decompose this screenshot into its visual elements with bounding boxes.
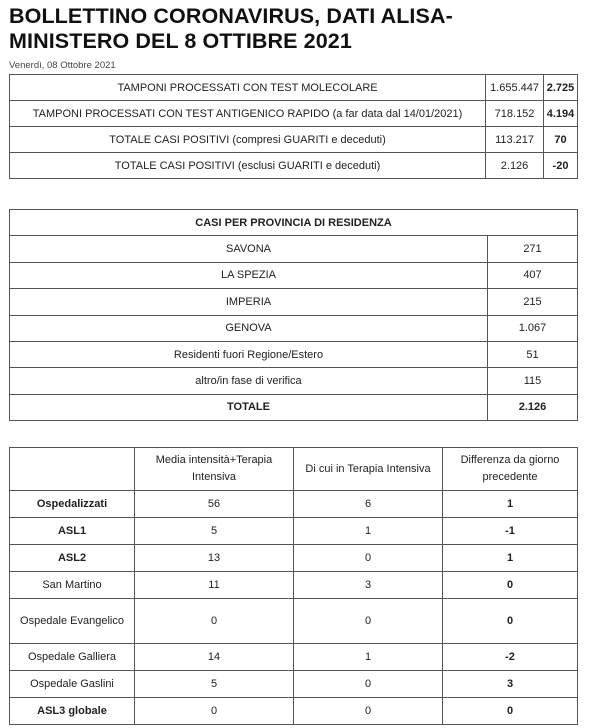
hospital-media: 0 xyxy=(135,599,294,644)
province-name: altro/in fase di verifica xyxy=(10,368,488,394)
table-row xyxy=(10,315,578,341)
hospital-diff: 3 xyxy=(443,671,578,698)
hospital-ti: 0 xyxy=(294,671,443,698)
hospital-name: Ospedale Gaslini xyxy=(10,671,135,698)
table-row xyxy=(10,101,578,127)
column-header-ti: Di cui in Terapia Intensiva xyxy=(294,448,443,491)
table-row xyxy=(10,698,578,725)
hospital-media: 14 xyxy=(135,644,294,671)
hospital-ti: 1 xyxy=(294,518,443,545)
province-value: 115 xyxy=(488,368,578,394)
table-row xyxy=(10,671,578,698)
summary-value: 113.217 xyxy=(486,127,544,153)
province-name: LA SPEZIA xyxy=(10,262,488,288)
province-value: 271 xyxy=(488,236,578,262)
table-row xyxy=(10,289,578,315)
table-row xyxy=(10,341,578,367)
hospital-name: ASL2 xyxy=(10,545,135,572)
hospital-diff: 1 xyxy=(443,545,578,572)
hospital-diff: 1 xyxy=(443,491,578,518)
hospital-table xyxy=(9,447,578,725)
hospital-name: ASL3 globale xyxy=(10,698,135,725)
province-name: GENOVA xyxy=(10,315,488,341)
table-row xyxy=(10,368,578,394)
table-row xyxy=(10,153,578,179)
province-name: SAVONA xyxy=(10,236,488,262)
summary-label: TAMPONI PROCESSATI CON TEST MOLECOLARE xyxy=(10,75,486,101)
hospital-name: ASL1 xyxy=(10,518,135,545)
table-row xyxy=(10,572,578,599)
hospital-diff: -1 xyxy=(443,518,578,545)
hospital-media: 56 xyxy=(135,491,294,518)
table-row xyxy=(10,518,578,545)
province-value: 215 xyxy=(488,289,578,315)
hospital-media: 5 xyxy=(135,671,294,698)
page-title: BOLLETTINO CORONAVIRUS, DATI ALISA-MINISTERO DEL 8 OTTIBRE 2021 xyxy=(9,4,453,53)
summary-label: TAMPONI PROCESSATI CON TEST ANTIGENICO RAPIDO (a far data dal 14/01/2021) xyxy=(10,101,486,127)
province-name: IMPERIA xyxy=(10,289,488,315)
hospital-diff: 0 xyxy=(443,572,578,599)
summary-table xyxy=(9,74,578,179)
hospital-name: Ospedalizzati xyxy=(10,491,135,518)
hospital-name: Ospedale Galliera xyxy=(10,644,135,671)
table-row xyxy=(10,491,578,518)
summary-value: 718.152 xyxy=(486,101,544,127)
hospital-ti: 1 xyxy=(294,644,443,671)
table-row xyxy=(10,545,578,572)
summary-label: TOTALE CASI POSITIVI (compresi GUARITI e deceduti) xyxy=(10,127,486,153)
hospital-diff: 0 xyxy=(443,599,578,644)
column-header-diff: Differenza da giorno precedente xyxy=(443,448,578,491)
summary-delta: 4.194 xyxy=(544,101,578,127)
table-row xyxy=(10,262,578,288)
hospital-diff: 0 xyxy=(443,698,578,725)
table-row xyxy=(10,127,578,153)
hospital-ti: 0 xyxy=(294,698,443,725)
hospital-ti: 6 xyxy=(294,491,443,518)
summary-value: 2.126 xyxy=(486,153,544,179)
hospital-media: 0 xyxy=(135,698,294,725)
hospital-ti: 0 xyxy=(294,545,443,572)
table-header-row xyxy=(10,448,578,491)
summary-delta: 70 xyxy=(544,127,578,153)
summary-delta: -20 xyxy=(544,153,578,179)
table-row xyxy=(10,599,578,644)
province-table xyxy=(9,209,578,421)
province-value: 407 xyxy=(488,262,578,288)
hospital-media: 13 xyxy=(135,545,294,572)
hospital-media: 5 xyxy=(135,518,294,545)
province-total-value: 2.126 xyxy=(488,394,578,420)
column-header-empty xyxy=(10,448,135,491)
hospital-diff: -2 xyxy=(443,644,578,671)
summary-value: 1.655.447 xyxy=(486,75,544,101)
province-name: Residenti fuori Regione/Estero xyxy=(10,341,488,367)
province-header: CASI PER PROVINCIA DI RESIDENZA xyxy=(10,210,578,236)
summary-delta: 2.725 xyxy=(544,75,578,101)
table-row xyxy=(10,644,578,671)
hospital-media: 11 xyxy=(135,572,294,599)
hospital-name: San Martino xyxy=(10,572,135,599)
table-header-row xyxy=(10,210,578,236)
publication-date: Venerdì, 08 Ottobre 2021 xyxy=(9,60,116,71)
summary-label: TOTALE CASI POSITIVI (esclusi GUARITI e deceduti) xyxy=(10,153,486,179)
table-total-row xyxy=(10,394,578,420)
hospital-ti: 0 xyxy=(294,599,443,644)
province-value: 51 xyxy=(488,341,578,367)
province-value: 1.067 xyxy=(488,315,578,341)
column-header-media: Media intensità+Terapia Intensiva xyxy=(135,448,294,491)
table-row xyxy=(10,75,578,101)
hospital-name: Ospedale Evangelico xyxy=(10,599,135,644)
table-row xyxy=(10,236,578,262)
hospital-ti: 3 xyxy=(294,572,443,599)
province-total-label: TOTALE xyxy=(10,394,488,420)
